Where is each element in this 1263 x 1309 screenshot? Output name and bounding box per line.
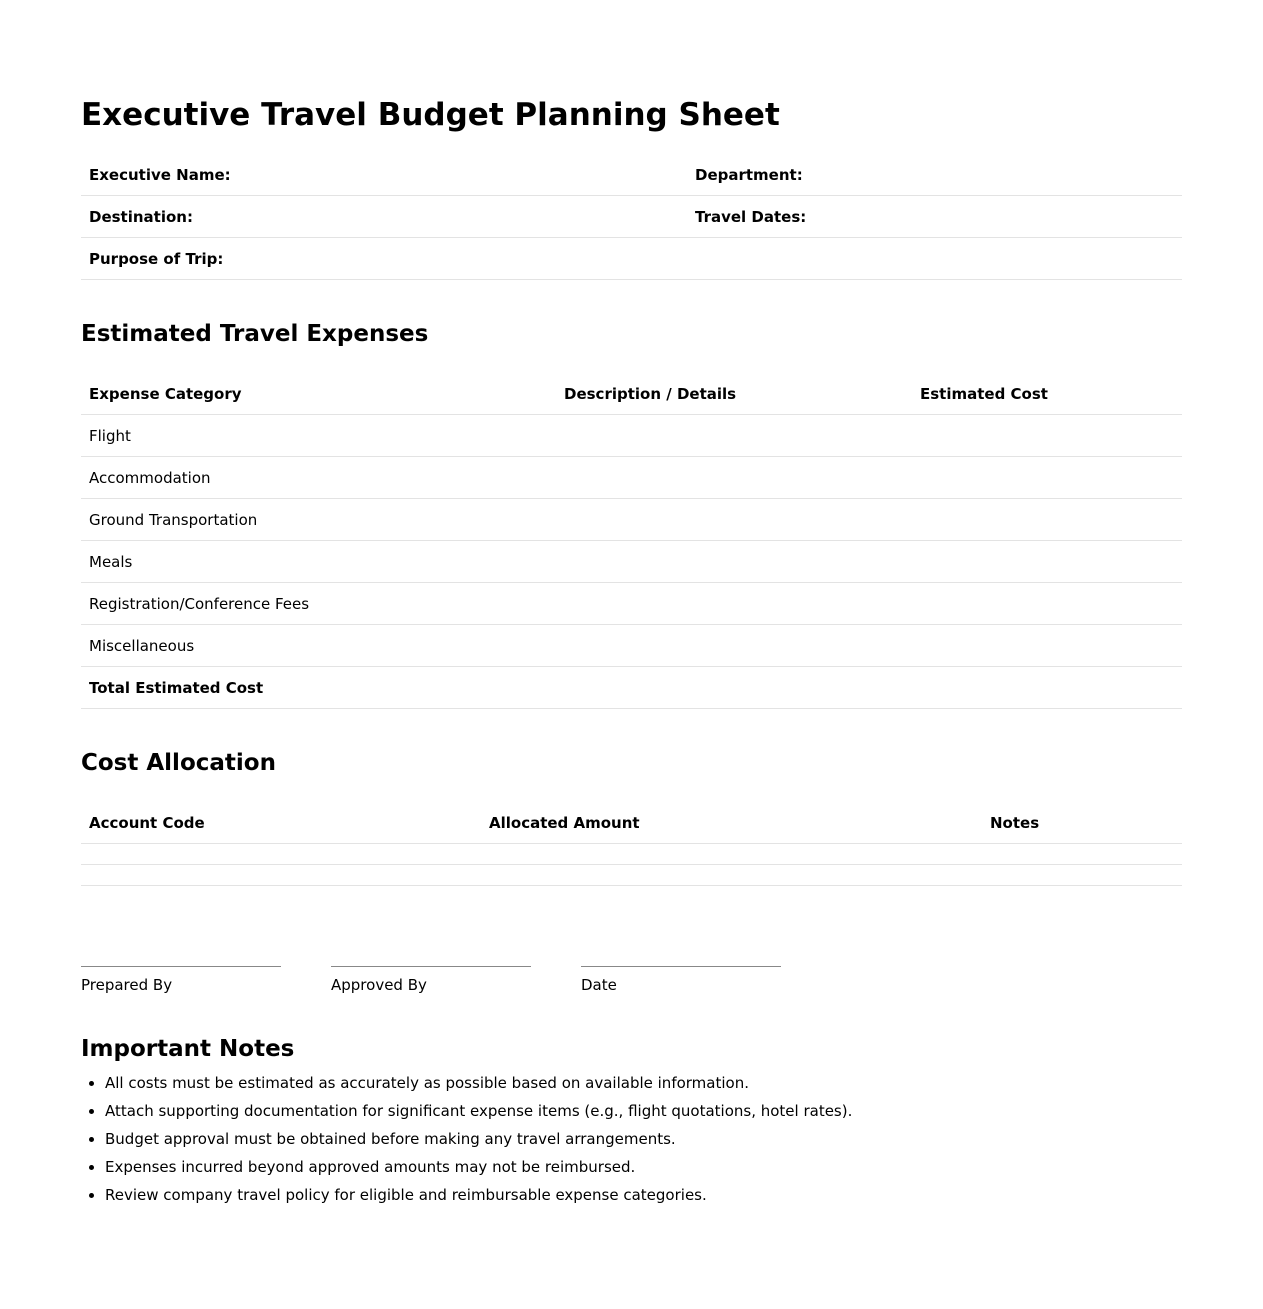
table-row [81,196,1182,238]
table-row [81,844,1182,865]
expense-category-registration: Registration/Conference Fees [81,583,556,625]
column-header-account-code: Account Code [81,802,481,844]
table-row [81,865,1182,886]
signature-label: Date [581,976,617,994]
document-page [81,0,1182,1209]
column-header-category: Expense Category [81,373,556,415]
signature-label: Prepared By [81,976,173,994]
list-item: • Budget approval must be obtained before making any travel arrangements. [105,1125,1182,1153]
expense-description-cell [556,499,912,541]
allocation-section-title: Cost Allocation [81,750,276,776]
expense-cost-cell [912,625,1182,667]
signature-label: Approved By [331,976,427,994]
department-label: Department: [687,154,1182,196]
signature-line [581,966,781,975]
notes-section-title: Important Notes [81,1036,295,1062]
total-cost-cell [912,667,1182,709]
notes-cell [982,844,1182,865]
expense-cost-cell [912,541,1182,583]
expense-cost-cell [912,415,1182,457]
trip-info-table [81,154,1182,280]
expense-description-cell [556,625,912,667]
purpose-value [687,238,1182,280]
signature-block [81,966,1182,995]
list-item: • Expenses incurred beyond approved amounts may not be reimbursed. [105,1153,1182,1181]
travel-dates-label: Travel Dates: [687,196,1182,238]
expense-cost-cell [912,583,1182,625]
total-row [81,667,1182,709]
purpose-label: Purpose of Trip: [81,238,687,280]
list-item: • Review company travel policy for eligible and reimbursable expense categories. [105,1181,1182,1209]
table-row [81,625,1182,667]
expense-description-cell [556,415,912,457]
expense-category-accommodation: Accommodation [81,457,556,499]
signature-line [81,966,281,975]
expense-category-flight: Flight [81,415,556,457]
signature-date [581,966,781,995]
page-title: Executive Travel Budget Planning Sheet [81,97,780,133]
column-header-allocated-amount: Allocated Amount [481,802,982,844]
table-row [81,238,1182,280]
expense-description-cell [556,583,912,625]
expense-cost-cell [912,457,1182,499]
expense-cost-cell [912,499,1182,541]
expenses-section-title: Estimated Travel Expenses [81,321,429,347]
expense-description-cell [556,541,912,583]
expense-category-miscellaneous: Miscellaneous [81,625,556,667]
table-row [81,457,1182,499]
column-header-description: Description / Details [556,373,912,415]
account-code-cell [81,865,481,886]
expense-category-meals: Meals [81,541,556,583]
signature-line [331,966,531,975]
expense-description-cell [556,457,912,499]
account-code-cell [81,844,481,865]
signature-approved-by [331,966,531,995]
expense-category-ground-transportation: Ground Transportation [81,499,556,541]
allocated-amount-cell [481,844,982,865]
column-header-cost: Estimated Cost [912,373,1182,415]
table-header-row [81,373,1182,415]
allocated-amount-cell [481,865,982,886]
allocation-table [81,802,1182,886]
table-row [81,154,1182,196]
total-description-cell [556,667,912,709]
signature-prepared-by [81,966,281,995]
list-item: • All costs must be estimated as accurately as possible based on available information. [105,1069,1182,1097]
notes-list [81,1069,1182,1209]
list-item: • Attach supporting documentation for significant expense items (e.g., flight quotations, hotel rates). [105,1097,1182,1125]
executive-name-label: Executive Name: [81,154,687,196]
table-header-row [81,802,1182,844]
total-estimated-cost-label: Total Estimated Cost [81,667,556,709]
table-row [81,583,1182,625]
destination-label: Destination: [81,196,687,238]
table-row [81,499,1182,541]
notes-cell [982,865,1182,886]
table-row [81,541,1182,583]
column-header-notes: Notes [982,802,1182,844]
table-row [81,415,1182,457]
expenses-table [81,373,1182,709]
